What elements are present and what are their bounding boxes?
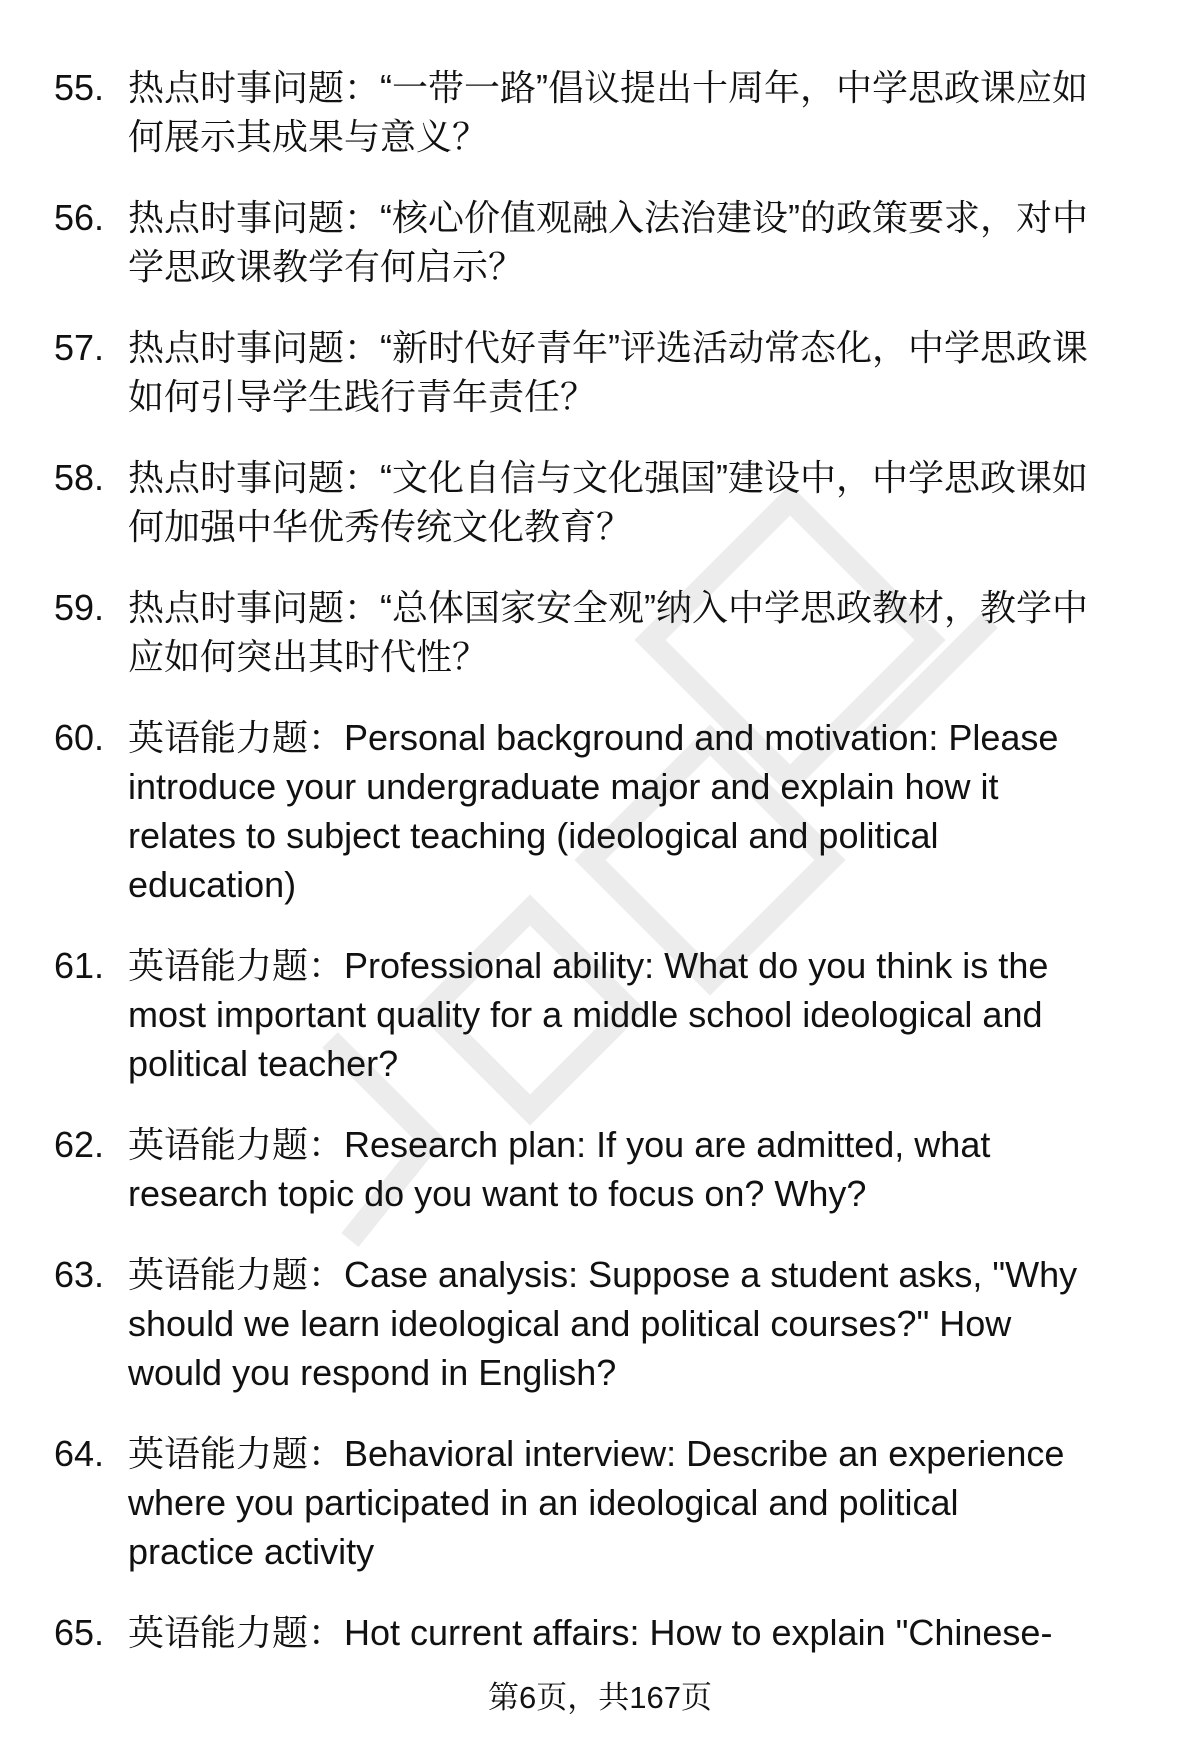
question-text-line: 英语能力题：Research plan: If you are admitted, what	[128, 1124, 991, 1165]
question-item	[0, 713, 1200, 909]
question-text	[128, 1429, 1200, 1576]
question-number: 57.	[54, 327, 105, 368]
page-number: 第6页，共167页	[488, 1680, 712, 1715]
question-text-line: should we learn ideological and political courses?" How	[128, 1303, 1012, 1344]
question-item	[0, 583, 1200, 681]
question-text-line: relates to subject teaching (ideological and political	[128, 815, 939, 856]
question-item	[0, 1429, 1200, 1576]
question-text-line: most important quality for a middle school ideological and	[128, 994, 1043, 1035]
question-number: 63.	[54, 1254, 105, 1295]
question-text	[128, 63, 1200, 161]
question-text	[128, 193, 1200, 291]
question-number: 61.	[54, 945, 105, 986]
question-item	[0, 941, 1200, 1088]
question-text	[128, 713, 1200, 909]
question-text-line: political teacher?	[128, 1043, 399, 1084]
question-text	[128, 1120, 1200, 1218]
question-text-line: 英语能力题：Behavioral interview: Describe an experience	[128, 1433, 1065, 1474]
question-text-line: practice activity	[128, 1531, 375, 1572]
question-text-line: where you participated in an ideological and political	[128, 1482, 959, 1523]
question-item	[0, 1608, 1200, 1657]
question-text-line: 应如何突出其时代性？	[128, 636, 489, 677]
question-text	[128, 1250, 1200, 1397]
question-list	[0, 63, 1200, 1689]
question-text-line: 英语能力题：Hot current affairs: How to explain "Chinese-	[128, 1612, 1053, 1653]
question-text-line: 热点时事问题：“核心价值观融入法治建设”的政策要求，对中	[128, 197, 1088, 238]
question-item	[0, 1250, 1200, 1397]
question-item	[0, 453, 1200, 551]
question-text	[128, 453, 1200, 551]
question-text	[128, 941, 1200, 1088]
question-text-line: 何加强中华优秀传统文化教育？	[128, 506, 633, 547]
question-text-line: 热点时事问题：“文化自信与文化强国”建设中，中学思政课如	[128, 457, 1088, 498]
question-text	[128, 1608, 1200, 1657]
question-text-line: research topic do you want to focus on? Why?	[128, 1173, 867, 1214]
question-text-line: 热点时事问题：“新时代好青年”评选活动常态化，中学思政课	[128, 327, 1088, 368]
question-text-line: 如何引导学生践行青年责任？	[128, 376, 597, 417]
question-text-line: 何展示其成果与意义？	[128, 116, 489, 157]
question-number: 60.	[54, 717, 105, 758]
question-text-line: 热点时事问题：“一带一路”倡议提出十周年，中学思政课应如	[128, 67, 1088, 108]
question-text-line: 热点时事问题：“总体国家安全观”纳入中学思政教材，教学中	[128, 587, 1088, 628]
question-text-line: 英语能力题：Case analysis: Suppose a student asks, "Why	[128, 1254, 1078, 1295]
question-text-line: 英语能力题：Personal background and motivation: Please	[128, 717, 1059, 758]
question-item	[0, 63, 1200, 161]
question-text	[128, 583, 1200, 681]
question-number: 56.	[54, 197, 105, 238]
question-item	[0, 193, 1200, 291]
question-text-line: introduce your undergraduate major and explain how it	[128, 766, 999, 807]
question-text-line: 英语能力题：Professional ability: What do you think is the	[128, 945, 1049, 986]
question-text-line: would you respond in English?	[128, 1352, 617, 1393]
question-text	[128, 323, 1200, 421]
question-number: 55.	[54, 67, 105, 108]
question-number: 62.	[54, 1124, 105, 1165]
question-text-line: 学思政课教学有何启示？	[128, 246, 525, 287]
question-number: 59.	[54, 587, 105, 628]
question-text-line: education)	[128, 864, 297, 905]
question-item	[0, 323, 1200, 421]
question-number: 64.	[54, 1433, 105, 1474]
question-item	[0, 1120, 1200, 1218]
question-number: 65.	[54, 1612, 105, 1653]
question-number: 58.	[54, 457, 105, 498]
